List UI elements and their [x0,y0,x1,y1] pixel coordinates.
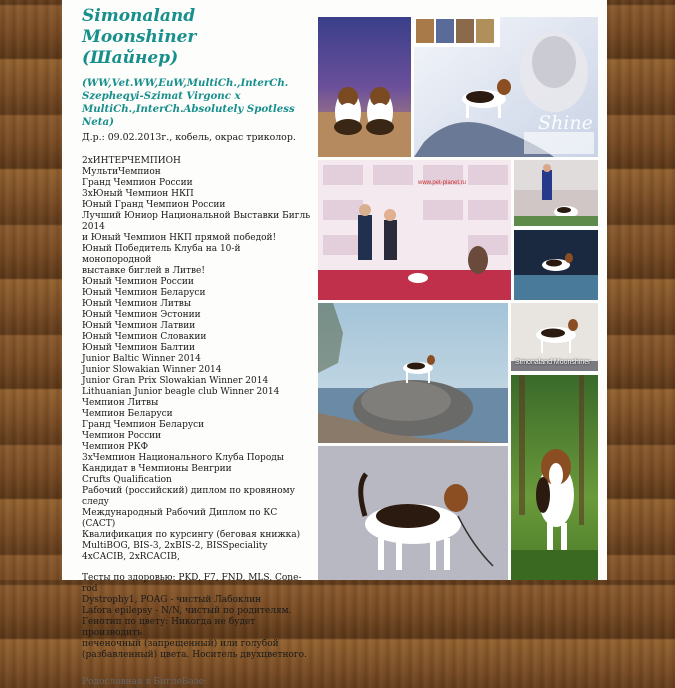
title-item: Юный Чемпион Балтии [82,343,195,353]
photo-sea-rock [318,303,508,443]
title-item: Лучший Юниор Национальной Выставки Бигль 2014 [82,211,313,232]
photo-ring-night [514,230,598,300]
title-item: 3хЧемпион Национального Клуба Породы [82,453,284,463]
title-item: Юный Победитель Клуба на 10-й монопородной [82,244,244,265]
title-item: Юный Чемпион Эстонии [82,310,201,320]
title-item: Junior Gran Prix Slowakian Winner 2014 [82,376,269,386]
title-item: MultiBOG, BIS-3, 2xBIS-2, BISSpeciality [82,541,268,551]
content-page [62,0,607,687]
dog-nickname: (Шайнер) [82,48,179,68]
photo-portrait [511,303,598,371]
title-item: Junior Baltic Winner 2014 [82,354,201,364]
health-line: Lafora epilepsy - N/N, чистый по родителям. [82,606,292,616]
title-item: и Юный Чемпион НКП прямой победой! [82,233,277,243]
photo-ring-stack [514,160,598,226]
health-line: печеночный (запрещенный) или голубой [82,639,279,649]
parents-line-2: Szepheqyi-Szimat Virgonc x [82,90,241,102]
title-item: Юный Гранд Чемпион России [82,200,226,210]
title-item: Юный Чемпион Литвы [82,299,192,309]
title-item: Чемпион Беларуси [82,409,173,419]
title-item: 4xCACIB, 2xRCACIB, [82,552,180,562]
title-item: Чемпион РКФ [82,442,149,452]
health-line: Генотип по цвету: Никогда не будет производить [82,617,259,638]
title-item: Юный Чемпион России [82,277,194,287]
photo-forest-sitting [511,375,598,580]
title-item: выставке биглей в Литве! [82,266,205,276]
dog-name [82,6,312,69]
photo-show-podium [318,160,511,300]
title-item: Lithuanian Junior beagle club Winner 2014 [82,387,280,397]
title-item: Чемпион России [82,431,162,441]
title-item: Кандидат в Чемпионы Венгрии [82,464,232,474]
shine-watermark: Shine [538,112,593,134]
title-item: Гранд Чемпион России [82,178,193,188]
dog-info-column [82,6,312,688]
title-item: Junior Slowakian Winner 2014 [82,365,222,375]
birth-info: Д.р.: 09.02.2013г., кобель, окрас триколор. [82,132,296,143]
title-item: 3хЮный Чемпион НКП [82,189,194,199]
title-item: МультиЧемпион [82,167,161,177]
pet-planet-watermark: www.pet-planet.ru [418,180,467,186]
title-item: Международный Рабочий Диплом по КС (CACT) [82,508,281,529]
title-item: 2хИНТЕРЧЕМПИОН [82,156,181,166]
health-line: (разбавленный) цвета. Носитель двухцветного. [82,650,307,660]
title-item: Юный Чемпион Словакии [82,332,207,342]
title-item: Юный Чемпион Беларуси [82,288,206,298]
photo-shine-catalog [414,17,598,157]
parents [82,77,312,129]
dog-name-text: Simonaland Moonshiner [82,6,197,47]
photo-show-poster [318,17,411,157]
health-line: Dystrophy1, POAG - чистый Лабоклин [82,595,262,605]
title-item: Crufts Qualification [82,475,172,485]
portrait-caption: Simonaland Moonshiner [515,359,591,366]
health-line: Тесты по здоровью: PKD, F7, FND, MLS, Cone-rod [82,573,302,594]
pedigree-link[interactable]: Родословная в БиглеБазе: [82,677,208,687]
parents-line-3: MultiCh.,InterCh.Absolutely Spotless Neta) [82,103,295,128]
title-item: Юный Чемпион Латвии [82,321,196,331]
title-item: Рабочий (российский) диплом по кровяному следу [82,486,298,507]
title-item: Чемпион Литвы [82,398,159,408]
titles-list [82,156,312,563]
parents-line-1: (WW,Vet.WW,EuW,MultiCh.,InterCh. [82,77,289,89]
photo-stacked-beagle [318,446,508,580]
health-tests [82,573,312,661]
title-item: Квалификация по курсингу (беговая книжка) [82,530,301,540]
title-item: Гранд Чемпион Беларуси [82,420,205,430]
